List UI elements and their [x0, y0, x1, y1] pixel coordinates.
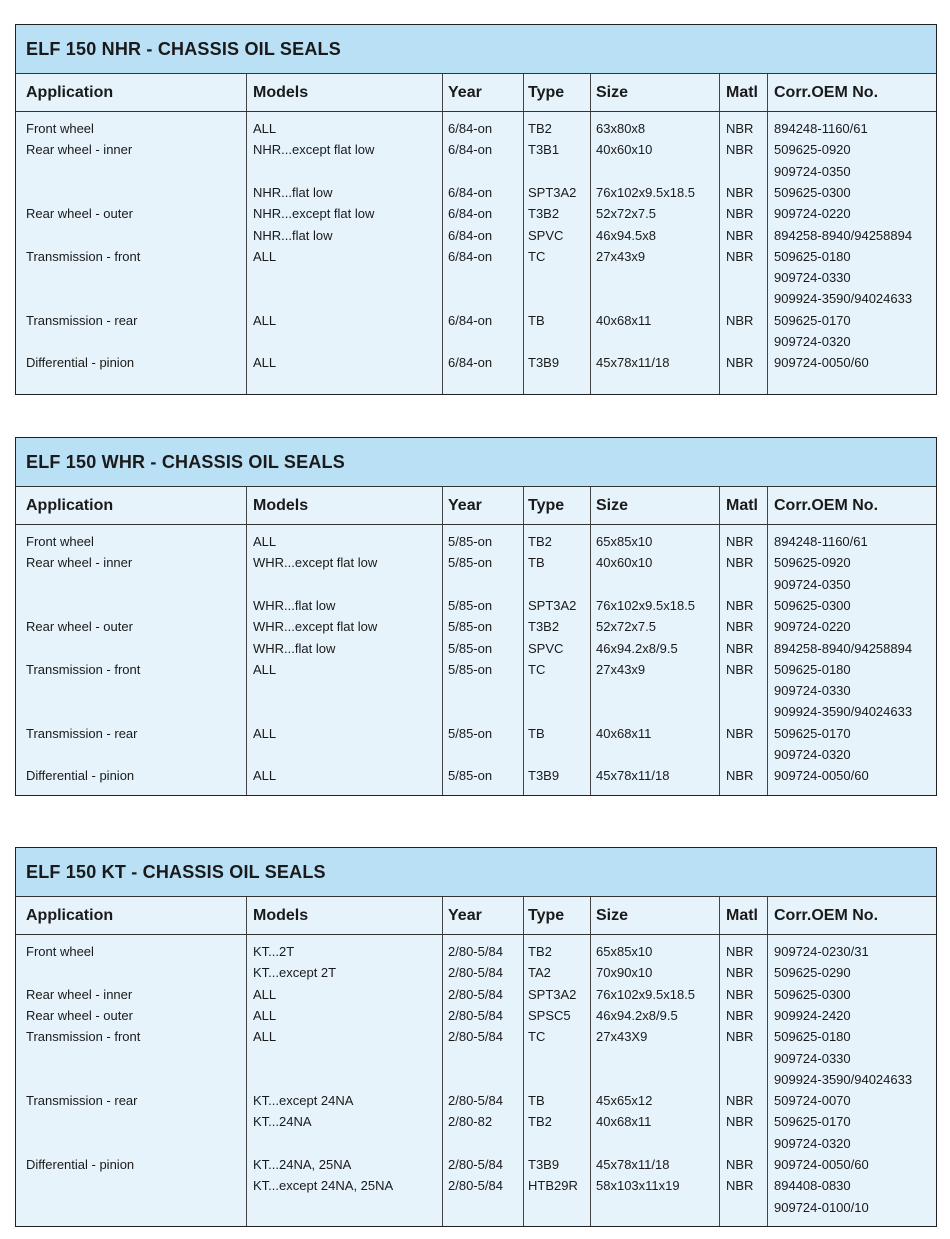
cell-models: ALL	[253, 534, 277, 549]
cell-type: TB2	[528, 121, 552, 136]
column-header-models: Models	[253, 497, 309, 514]
table-row	[16, 139, 936, 160]
column-divider	[442, 935, 443, 1226]
cell-year: 5/85-on	[448, 661, 493, 677]
cell-year: 2/80-5/84	[448, 1093, 503, 1109]
cell-matl: NBR	[726, 640, 754, 656]
cell-matl: NBR	[726, 555, 754, 571]
table-row	[16, 182, 936, 203]
cell-matl: NBR	[726, 312, 754, 328]
cell-oem: 509625-0300	[774, 986, 851, 1002]
cell-models: NHR...flat low	[253, 184, 333, 200]
column-header-row	[16, 487, 936, 525]
column-divider	[246, 935, 247, 1226]
cell-application: Rear wheel - inner	[26, 986, 133, 1002]
cell-models: WHR...except flat low	[253, 555, 378, 571]
cell-oem: 894258-8940/94258894	[774, 227, 913, 243]
cell-size: 46x94.2x8/9.5	[596, 640, 678, 656]
cell-size: 40x68x11	[596, 725, 652, 741]
cell-type: TA2	[528, 965, 551, 981]
cell-size: 45x65x12	[596, 1093, 653, 1109]
cell-application: Rear wheel - outer	[26, 619, 133, 635]
cell-models: WHR...except flat low	[253, 619, 378, 635]
column-divider	[719, 897, 720, 934]
column-header-year: Year	[448, 907, 482, 924]
column-header-size: Size	[596, 907, 629, 924]
cell-year: 6/84-on	[448, 312, 493, 328]
cell-type: T3B9	[528, 355, 560, 371]
cell-matl: NBR	[726, 142, 754, 158]
cell-year: 5/85-on	[448, 768, 493, 784]
cell-oem: 909724-0050/60	[774, 1157, 869, 1172]
table-row	[16, 1154, 936, 1175]
cell-models: WHR...flat low	[253, 640, 336, 656]
cell-models: KT...24NA, 25NA	[253, 1157, 352, 1172]
cell-matl: NBR	[726, 355, 754, 371]
cell-type: T3B2	[528, 619, 560, 635]
cell-year: 5/85-on	[448, 534, 493, 549]
cell-oem: 909724-0330	[774, 1050, 851, 1066]
column-divider	[523, 525, 524, 795]
cell-matl: NBR	[726, 986, 754, 1002]
cell-type: T3B9	[528, 768, 560, 784]
cell-matl: NBR	[726, 944, 754, 959]
cell-models: NHR...except flat low	[253, 206, 375, 222]
cell-models: KT...except 24NA, 25NA	[253, 1178, 394, 1194]
column-divider	[590, 525, 591, 795]
column-divider	[719, 525, 720, 795]
cell-matl: NBR	[726, 227, 754, 243]
column-divider	[590, 112, 591, 394]
cell-application: Differential - pinion	[26, 1157, 135, 1172]
table-row	[16, 984, 936, 1005]
cell-type: SPT3A2	[528, 597, 577, 613]
cell-oem: 909924-3590/94024633	[774, 1071, 913, 1087]
cell-oem: 509625-0290	[774, 965, 851, 981]
cell-type: T3B1	[528, 142, 560, 158]
column-header-models: Models	[253, 84, 309, 101]
cell-year: 5/85-on	[448, 640, 493, 656]
table-row	[16, 552, 936, 573]
cell-type: T3B9	[528, 1157, 560, 1172]
cell-type: SPVC	[528, 640, 564, 656]
cell-oem: 909924-3590/94024633	[774, 704, 913, 720]
cell-type: TC	[528, 661, 546, 677]
cell-models: ALL	[253, 768, 277, 784]
table-row	[16, 680, 936, 701]
column-header-type: Type	[528, 84, 565, 101]
table-row	[16, 638, 936, 659]
cell-type: TB2	[528, 1114, 552, 1130]
cell-year: 6/84-on	[448, 184, 493, 200]
table-row	[16, 1048, 936, 1069]
cell-models: WHR...flat low	[253, 597, 336, 613]
cell-models: ALL	[253, 121, 277, 136]
table-row	[16, 352, 936, 373]
table-row	[16, 1133, 936, 1154]
cell-matl: NBR	[726, 1007, 754, 1023]
cell-models: ALL	[253, 661, 277, 677]
cell-matl: NBR	[726, 965, 754, 981]
cell-models: ALL	[253, 1029, 277, 1045]
cell-oem: 909724-0220	[774, 206, 851, 222]
cell-matl: NBR	[726, 1157, 754, 1172]
cell-year: 6/84-on	[448, 355, 493, 371]
cell-size: 46x94.2x8/9.5	[596, 1007, 678, 1023]
cell-size: 45x78x11/18	[596, 768, 670, 784]
column-divider	[246, 525, 247, 795]
column-divider	[442, 487, 443, 524]
cell-application: Rear wheel - outer	[26, 1007, 133, 1023]
cell-matl: NBR	[726, 1114, 754, 1130]
column-divider	[767, 525, 768, 795]
cell-oem: 509625-0920	[774, 555, 851, 571]
cell-oem: 909724-0320	[774, 334, 851, 349]
cell-oem: 509625-0170	[774, 1114, 851, 1130]
cell-type: TB2	[528, 944, 552, 959]
table-row	[16, 1090, 936, 1111]
cell-models: NHR...flat low	[253, 227, 333, 243]
column-divider	[523, 112, 524, 394]
cell-models: KT...except 24NA	[253, 1093, 354, 1109]
column-header-type: Type	[528, 907, 565, 924]
cell-type: TB	[528, 555, 545, 571]
cell-application: Rear wheel - inner	[26, 142, 133, 158]
cell-oem: 894408-0830	[774, 1178, 851, 1194]
table-row	[16, 744, 936, 765]
cell-matl: NBR	[726, 184, 754, 200]
column-divider	[719, 112, 720, 394]
cell-application: Transmission - rear	[26, 1093, 138, 1109]
cell-oem: 894258-8940/94258894	[774, 640, 913, 656]
cell-application: Front wheel	[26, 944, 94, 959]
cell-type: SPT3A2	[528, 184, 577, 200]
column-divider	[246, 897, 247, 934]
table-row	[16, 595, 936, 616]
table-title: ELF 150 WHR - CHASSIS OIL SEALS	[16, 438, 936, 487]
table-title: ELF 150 KT - CHASSIS OIL SEALS	[16, 848, 936, 897]
table-body	[16, 525, 936, 795]
cell-application: Transmission - rear	[26, 312, 138, 328]
cell-models: ALL	[253, 248, 277, 264]
column-divider	[719, 487, 720, 524]
cell-size: 27x43x9	[596, 248, 646, 264]
column-header-models: Models	[253, 907, 309, 924]
column-header-application: Application	[26, 907, 114, 924]
seal-table-panel	[15, 847, 937, 1227]
table-row	[16, 246, 936, 267]
cell-matl: NBR	[726, 768, 754, 784]
cell-application: Transmission - front	[26, 1029, 141, 1045]
cell-application: Front wheel	[26, 534, 94, 549]
cell-year: 5/85-on	[448, 725, 493, 741]
cell-models: KT...except 2T	[253, 965, 337, 981]
cell-year: 6/84-on	[448, 248, 493, 264]
cell-matl: NBR	[726, 534, 754, 549]
cell-size: 76x102x9.5x18.5	[596, 597, 696, 613]
cell-oem: 509625-0300	[774, 597, 851, 613]
cell-year: 2/80-5/84	[448, 1007, 503, 1023]
column-header-size: Size	[596, 84, 629, 101]
column-header-year: Year	[448, 497, 482, 514]
cell-oem: 909724-0330	[774, 270, 851, 286]
column-divider	[590, 897, 591, 934]
column-header-matl: Matl	[726, 84, 758, 101]
column-header-matl: Matl	[726, 907, 758, 924]
cell-size: 76x102x9.5x18.5	[596, 986, 696, 1002]
table-row	[16, 1175, 936, 1196]
column-divider	[442, 897, 443, 934]
cell-size: 45x78x11/18	[596, 355, 670, 371]
column-divider	[719, 935, 720, 1226]
cell-size: 52x72x7.5	[596, 206, 656, 222]
table-row	[16, 701, 936, 722]
cell-models: ALL	[253, 312, 277, 328]
cell-models: ALL	[253, 725, 277, 741]
column-divider	[590, 487, 591, 524]
column-divider	[590, 935, 591, 1226]
table-row	[16, 1197, 936, 1218]
cell-year: 5/85-on	[448, 555, 493, 571]
cell-size: 27x43X9	[596, 1029, 648, 1045]
table-row	[16, 288, 936, 309]
cell-models: ALL	[253, 1007, 277, 1023]
cell-oem: 909724-0330	[774, 683, 851, 699]
cell-oem: 509625-0170	[774, 312, 851, 328]
cell-size: 27x43x9	[596, 661, 646, 677]
cell-matl: NBR	[726, 661, 754, 677]
cell-type: HTB29R	[528, 1178, 578, 1194]
cell-oem: 509625-0180	[774, 1029, 851, 1045]
cell-year: 2/80-5/84	[448, 1178, 503, 1194]
cell-oem: 509625-0920	[774, 142, 851, 158]
cell-models: KT...24NA	[253, 1114, 312, 1130]
table-row	[16, 659, 936, 680]
column-divider	[719, 74, 720, 111]
cell-type: TB2	[528, 534, 552, 549]
cell-year: 5/85-on	[448, 597, 493, 613]
column-divider	[246, 112, 247, 394]
cell-oem: 909724-0220	[774, 619, 851, 635]
cell-size: 63x80x8	[596, 121, 646, 136]
cell-year: 2/80-82	[448, 1114, 493, 1130]
cell-oem: 909924-3590/94024633	[774, 291, 913, 307]
column-divider	[442, 525, 443, 795]
cell-matl: NBR	[726, 1093, 754, 1109]
column-divider	[442, 74, 443, 111]
cell-type: TC	[528, 248, 546, 264]
table-row	[16, 267, 936, 288]
cell-application: Front wheel	[26, 121, 94, 136]
cell-year: 2/80-5/84	[448, 1157, 503, 1172]
cell-year: 5/85-on	[448, 619, 493, 635]
cell-size: 40x68x11	[596, 312, 652, 328]
cell-matl: NBR	[726, 619, 754, 635]
table-title: ELF 150 NHR - CHASSIS OIL SEALS	[16, 25, 936, 74]
column-divider	[767, 112, 768, 394]
table-row	[16, 765, 936, 786]
cell-year: 6/84-on	[448, 227, 493, 243]
cell-oem: 909724-0230/31	[774, 944, 869, 959]
seal-table-panel	[15, 437, 937, 796]
cell-matl: NBR	[726, 121, 754, 136]
cell-oem: 909724-0100/10	[774, 1199, 869, 1215]
cell-oem: 509625-0300	[774, 184, 851, 200]
cell-type: TB	[528, 725, 545, 741]
column-divider	[246, 74, 247, 111]
column-header-oem: Corr.OEM No.	[774, 907, 879, 924]
seal-table-panel	[15, 24, 937, 395]
table-row	[16, 1026, 936, 1047]
cell-oem: 909724-0350	[774, 163, 851, 179]
table-row	[16, 531, 936, 552]
cell-oem: 509625-0180	[774, 661, 851, 677]
cell-oem: 509625-0170	[774, 725, 851, 741]
table-row	[16, 118, 936, 139]
column-header-size: Size	[596, 497, 629, 514]
cell-size: 40x68x11	[596, 1114, 652, 1130]
column-header-row	[16, 897, 936, 935]
cell-application: Differential - pinion	[26, 355, 135, 371]
cell-application: Transmission - rear	[26, 725, 138, 741]
cell-size: 76x102x9.5x18.5	[596, 184, 696, 200]
cell-year: 2/80-5/84	[448, 986, 503, 1002]
cell-size: 45x78x11/18	[596, 1157, 670, 1172]
cell-size: 40x60x10	[596, 142, 653, 158]
column-divider	[246, 487, 247, 524]
table-row	[16, 203, 936, 224]
table-row	[16, 616, 936, 637]
cell-models: KT...2T	[253, 944, 295, 959]
cell-oem: 909724-0050/60	[774, 355, 869, 371]
cell-size: 65x85x10	[596, 534, 653, 549]
cell-oem: 509724-0070	[774, 1093, 851, 1109]
cell-matl: NBR	[726, 1029, 754, 1045]
table-row	[16, 962, 936, 983]
cell-year: 2/80-5/84	[448, 1029, 503, 1045]
cell-oem: 909924-2420	[774, 1007, 851, 1023]
table-row	[16, 574, 936, 595]
table-row	[16, 225, 936, 246]
column-header-row	[16, 74, 936, 112]
column-divider	[523, 897, 524, 934]
cell-models: ALL	[253, 986, 277, 1002]
cell-oem: 909724-0320	[774, 747, 851, 762]
cell-type: SPVC	[528, 227, 564, 243]
cell-size: 46x94.5x8	[596, 227, 656, 243]
cell-year: 6/84-on	[448, 206, 493, 222]
cell-oem: 509625-0180	[774, 248, 851, 264]
cell-application: Transmission - front	[26, 248, 141, 264]
cell-application: Rear wheel - outer	[26, 206, 133, 222]
cell-application: Rear wheel - inner	[26, 555, 133, 571]
table-row	[16, 1005, 936, 1026]
column-header-matl: Matl	[726, 497, 758, 514]
cell-type: TB	[528, 1093, 545, 1109]
table-row	[16, 723, 936, 744]
cell-size: 70x90x10	[596, 965, 653, 981]
cell-year: 2/80-5/84	[448, 944, 503, 959]
cell-matl: NBR	[726, 597, 754, 613]
table-body	[16, 935, 936, 1226]
cell-type: TB	[528, 312, 545, 328]
cell-oem: 909724-0050/60	[774, 768, 869, 784]
table-row	[16, 310, 936, 331]
cell-type: TC	[528, 1029, 546, 1045]
cell-models: NHR...except flat low	[253, 142, 375, 158]
cell-type: SPT3A2	[528, 986, 577, 1002]
cell-year: 6/84-on	[448, 142, 493, 158]
table-body	[16, 112, 936, 394]
column-header-year: Year	[448, 84, 482, 101]
column-header-type: Type	[528, 497, 565, 514]
column-header-application: Application	[26, 84, 114, 101]
cell-year: 6/84-on	[448, 121, 493, 136]
column-divider	[767, 74, 768, 111]
cell-oem: 909724-0320	[774, 1135, 851, 1151]
column-divider	[523, 487, 524, 524]
cell-size: 52x72x7.5	[596, 619, 656, 635]
cell-application: Differential - pinion	[26, 768, 135, 784]
cell-matl: NBR	[726, 248, 754, 264]
table-row	[16, 1111, 936, 1132]
table-row	[16, 941, 936, 962]
table-row	[16, 161, 936, 182]
cell-oem: 894248-1160/61	[774, 121, 868, 136]
cell-type: T3B2	[528, 206, 560, 222]
cell-year: 2/80-5/84	[448, 965, 503, 981]
cell-oem: 909724-0350	[774, 576, 851, 592]
table-row	[16, 1069, 936, 1090]
column-header-oem: Corr.OEM No.	[774, 497, 879, 514]
column-divider	[523, 935, 524, 1226]
column-divider	[523, 74, 524, 111]
column-divider	[767, 935, 768, 1226]
cell-matl: NBR	[726, 206, 754, 222]
cell-type: SPSC5	[528, 1007, 571, 1023]
cell-oem: 894248-1160/61	[774, 534, 868, 549]
cell-matl: NBR	[726, 1178, 754, 1194]
cell-size: 65x85x10	[596, 944, 653, 959]
column-divider	[767, 487, 768, 524]
cell-size: 58x103x11x19	[596, 1178, 680, 1194]
column-divider	[442, 112, 443, 394]
table-row	[16, 331, 936, 352]
column-header-application: Application	[26, 497, 114, 514]
column-divider	[590, 74, 591, 111]
cell-models: ALL	[253, 355, 277, 371]
column-header-oem: Corr.OEM No.	[774, 84, 879, 101]
cell-matl: NBR	[726, 725, 754, 741]
cell-application: Transmission - front	[26, 661, 141, 677]
column-divider	[767, 897, 768, 934]
cell-size: 40x60x10	[596, 555, 653, 571]
